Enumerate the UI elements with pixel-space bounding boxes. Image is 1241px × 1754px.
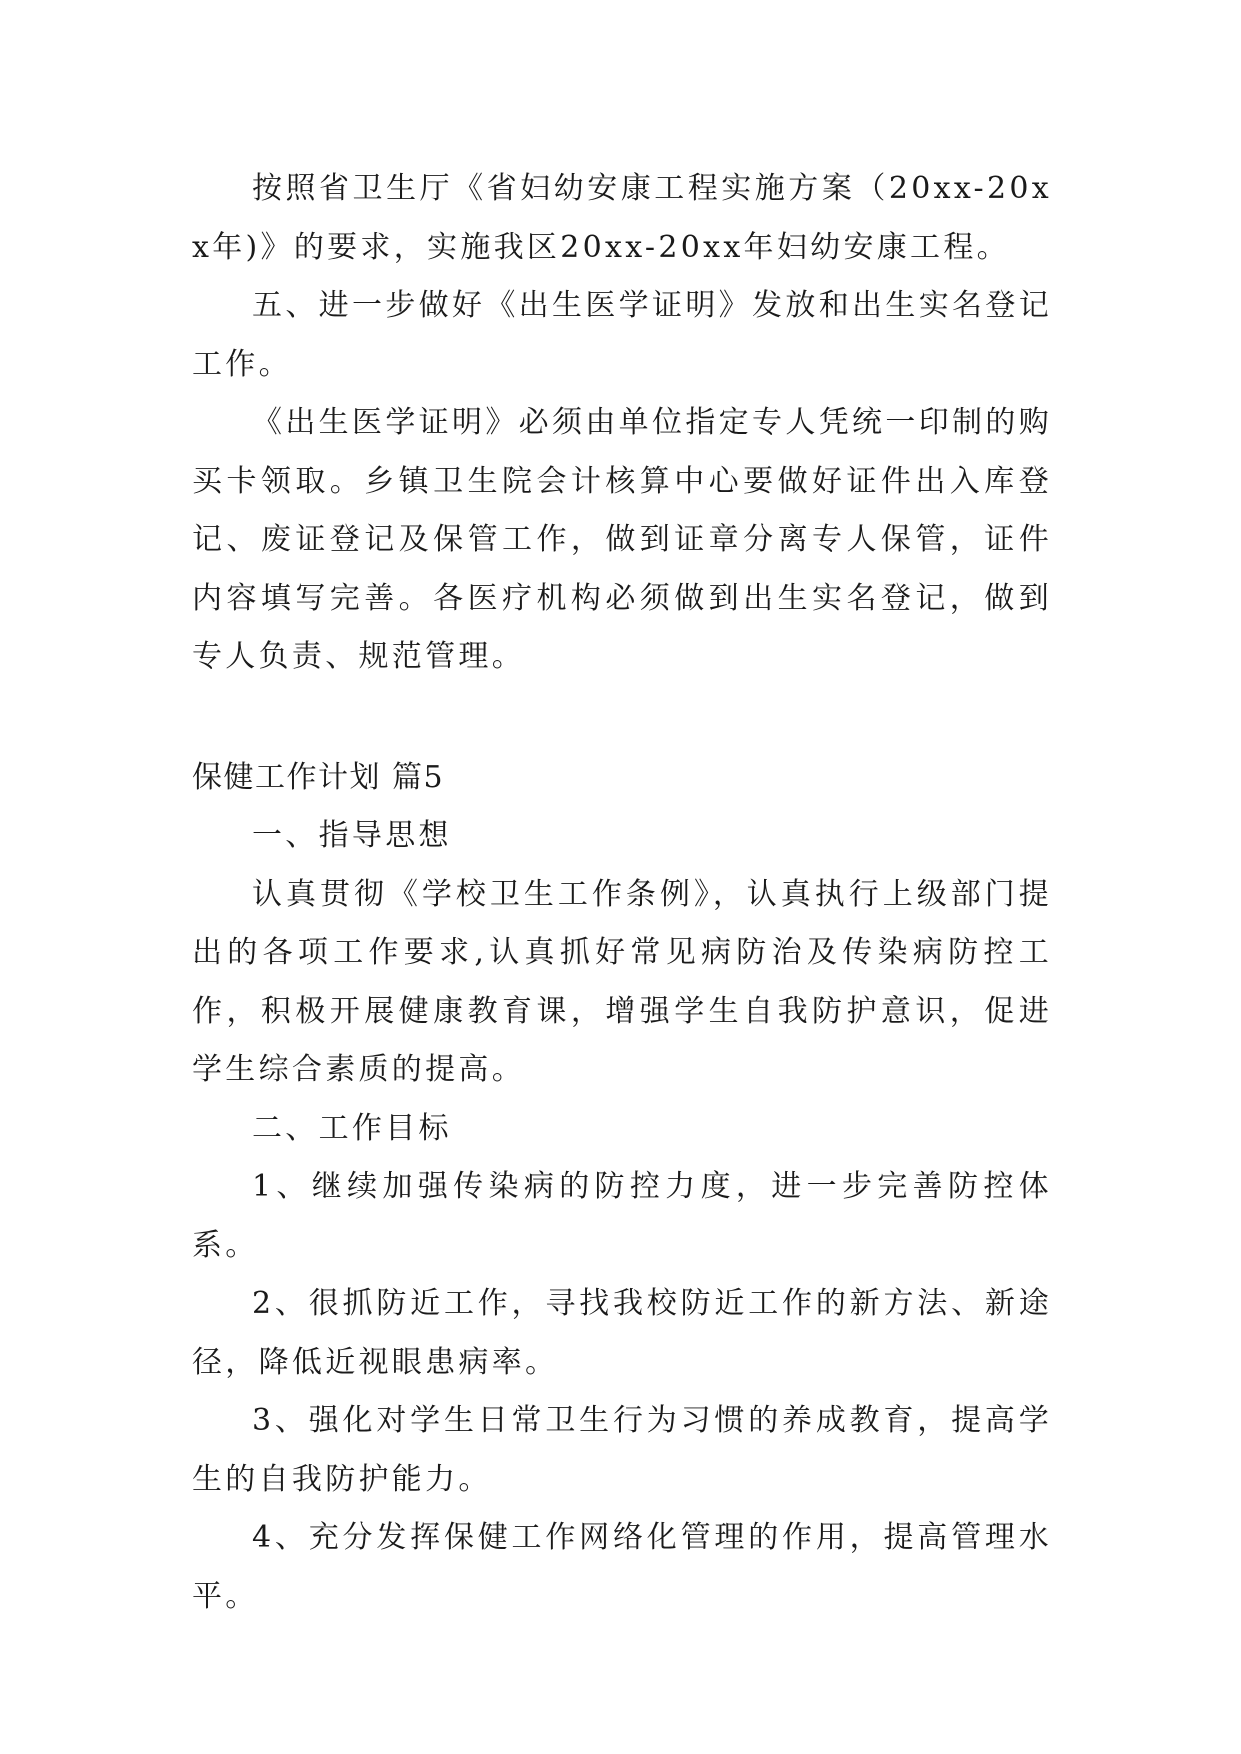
- paragraph-goal-3: 3、强化对学生日常卫生行为习惯的养成教育，提高学生的自我防护能力。: [192, 1403, 1052, 1497]
- paragraph-section-five-title: 五、进一步做好《出生医学证明》发放和出生实名登记工作。: [192, 288, 1052, 382]
- paragraph-birth-certificate: 《出生医学证明》必须由单位指定专人凭统一印制的购买卡领取。乡镇卫生院会计核算中心要做好证件出入库登记、废证登记及保管工作，做到证章分离专人保管，证件内容填写完善。各医疗机构必须做到出生实名登记，做到专人负责、规范管理。: [192, 405, 1052, 674]
- paragraph-guiding-ideology: 认真贯彻《学校卫生工作条例》，认真执行上级部门提出的各项工作要求,认真抓好常见病防治及传染病防控工作，积极开展健康教育课，增强学生自我防护意识，促进学生综合素质的提高。: [192, 876, 1052, 1087]
- paragraph-goal-2: 2、很抓防近工作，寻找我校防近工作的新方法、新途径，降低近视眼患病率。: [192, 1286, 1052, 1380]
- paragraph-guiding-ideology-title: 一、指导思想: [252, 818, 452, 853]
- paragraph-program-implementation: 按照省卫生厅《省妇幼安康工程实施方案（20xx-20xx年)》的要求，实施我区20xx-20xx年妇幼安康工程。: [192, 171, 1052, 265]
- paragraph-work-goals-title: 二、工作目标: [252, 1110, 452, 1146]
- paragraph-goal-4: 4、充分发挥保健工作网络化管理的作用，提高管理水平。: [192, 1520, 1052, 1614]
- document-body: [192, 160, 1052, 1626]
- paragraph-goal-1: 1、继续加强传染病的防控力度，进一步完善防控体系。: [192, 1169, 1052, 1263]
- section-heading: 保健工作计划 篇5: [192, 759, 445, 795]
